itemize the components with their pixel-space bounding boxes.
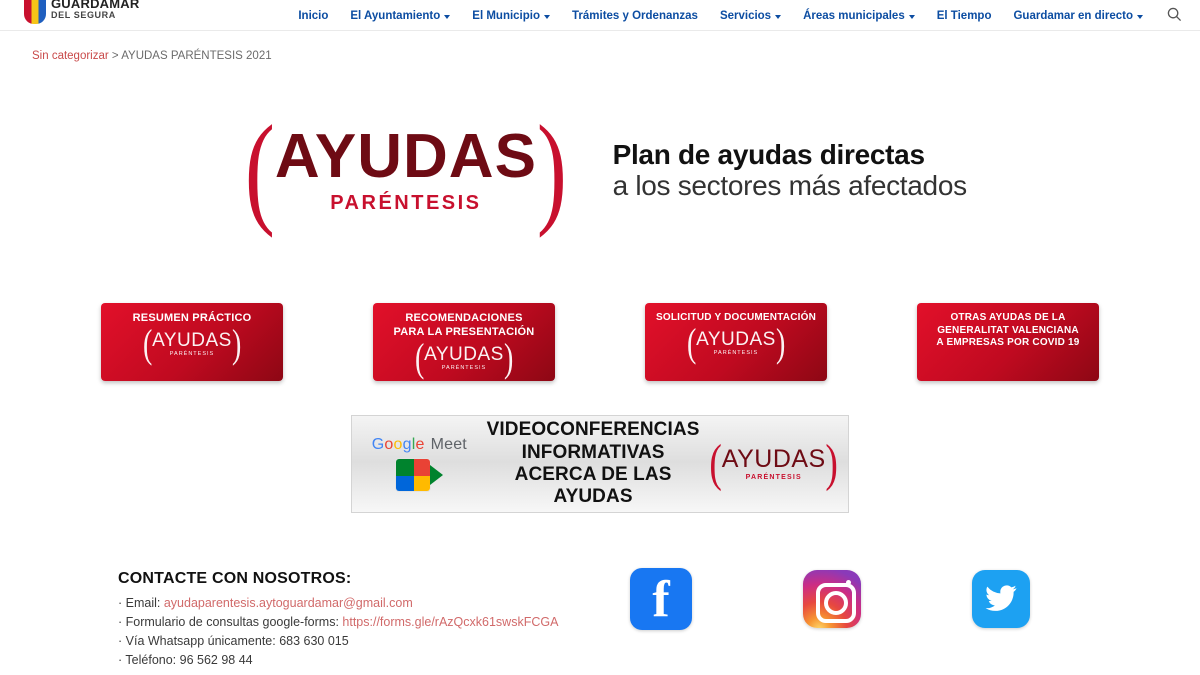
chevron-down-icon xyxy=(1137,15,1143,19)
left-parenthesis-icon: ( xyxy=(414,334,425,380)
nav-item-servicios[interactable] xyxy=(709,0,792,31)
contact-form-label: · Formulario de consultas google-forms: xyxy=(118,615,343,629)
card-resumen-practico[interactable] xyxy=(101,303,283,381)
left-parenthesis-icon: ( xyxy=(709,434,723,492)
nav-item-areas-municipales[interactable] xyxy=(792,0,926,31)
nav-item-el-ayuntamiento[interactable] xyxy=(339,0,461,31)
site-header xyxy=(0,0,1200,31)
main-navigation xyxy=(287,0,1154,31)
card-title-line-1: RECOMENDACIONES xyxy=(405,312,523,324)
contact-form-link[interactable]: https://forms.gle/rAzQcxk61swskFCGA xyxy=(342,615,559,629)
chevron-down-icon xyxy=(909,15,915,19)
logo-line-1: GUARDAMAR xyxy=(51,0,140,12)
nav-label: Trámites y Ordenanzas xyxy=(572,9,698,22)
nav-item-inicio[interactable] xyxy=(287,0,339,31)
banner-mark-sub: PARÉNTESIS xyxy=(745,473,802,481)
nav-label: El Ayuntamiento xyxy=(350,9,441,22)
hero-tagline xyxy=(613,139,967,202)
card-brand-mark xyxy=(685,319,787,365)
card-title-line-3: A EMPRESAS POR COVID 19 xyxy=(936,337,1080,348)
contact-whatsapp: · Vía Whatsapp únicamente: 683 630 015 xyxy=(118,634,349,648)
card-mark-sub: PARÉNTESIS xyxy=(713,349,759,356)
meet-word: Meet xyxy=(430,436,467,453)
contact-section xyxy=(118,570,638,672)
banner-mark-word: AYUDAS xyxy=(721,444,826,473)
left-parenthesis-icon: ( xyxy=(142,320,153,366)
card-brand-mark xyxy=(413,334,515,380)
chevron-down-icon xyxy=(444,15,450,19)
contact-heading: CONTACTE CON NOSOTROS: xyxy=(118,570,352,587)
banner-headline xyxy=(487,419,700,509)
card-recomendaciones-presentacion[interactable] xyxy=(373,303,555,381)
hero-banner xyxy=(0,101,1200,239)
nav-item-tramites-y-ordenanzas[interactable] xyxy=(561,0,709,31)
card-mark-sub: PARÉNTESIS xyxy=(441,364,487,371)
google-meet-banner[interactable] xyxy=(351,415,849,513)
contact-email-link[interactable]: ayudaparentesis.aytoguardamar@gmail.com xyxy=(163,596,413,610)
breadcrumb xyxy=(32,50,272,62)
nav-label: Guardamar en directo xyxy=(1013,9,1133,22)
nav-label: El Tiempo xyxy=(936,9,992,22)
card-title-line-2: PARA LA PRESENTACIÓN xyxy=(393,325,535,338)
action-cards xyxy=(0,303,1200,381)
hero-tagline-line-1: Plan de ayudas directas xyxy=(612,138,925,170)
card-brand-mark xyxy=(141,320,243,366)
banner-brand-mark xyxy=(699,434,848,492)
instagram-icon[interactable] xyxy=(803,570,861,628)
left-parenthesis-icon: ( xyxy=(686,319,697,365)
card-title-line-2: GENERALITAT VALENCIANA xyxy=(937,324,1079,336)
banner-line-1: VIDEOCONFERENCIAS xyxy=(486,419,700,441)
chevron-down-icon xyxy=(775,15,781,19)
logo-text xyxy=(51,0,139,21)
hero-tagline-line-2: a los sectores más afectados xyxy=(612,170,967,201)
card-mark-word: AYUDAS xyxy=(696,328,776,350)
nav-label: El Municipio xyxy=(472,9,541,22)
contact-phone: · Teléfono: 96 562 98 44 xyxy=(118,653,253,667)
right-parenthesis-icon: ) xyxy=(503,334,514,380)
chevron-down-icon xyxy=(544,15,550,19)
right-parenthesis-icon: ) xyxy=(825,434,838,492)
card-title: SOLICITUD Y DOCUMENTACIÓN xyxy=(655,312,816,323)
twitter-icon[interactable] xyxy=(972,570,1030,628)
right-parenthesis-icon: ) xyxy=(536,101,567,239)
card-title-line-1: OTRAS AYUDAS DE LA xyxy=(950,312,1066,323)
nav-item-el-tiempo[interactable] xyxy=(926,0,1003,31)
logo-line-2: DEL SEGURA xyxy=(51,10,116,21)
hero-brand-sub: PARÉNTESIS xyxy=(330,191,482,214)
nav-label: Servicios xyxy=(719,9,772,22)
right-parenthesis-icon: ) xyxy=(231,320,242,366)
banner-line-3: ACERCA DE LAS AYUDAS xyxy=(514,464,672,508)
facebook-icon[interactable] xyxy=(630,568,692,630)
google-meet-branding xyxy=(352,436,487,492)
search-icon[interactable] xyxy=(1167,7,1182,22)
google-meet-wordmark: Google Meet xyxy=(371,436,467,453)
breadcrumb-separator: > xyxy=(108,50,122,62)
site-logo[interactable] xyxy=(24,0,139,24)
banner-line-2: INFORMATIVAS xyxy=(521,441,665,463)
nav-label: Áreas municipales xyxy=(803,9,905,22)
social-links xyxy=(630,568,1070,630)
contact-form-row xyxy=(118,615,638,629)
contact-email-label: · Email: xyxy=(118,596,164,610)
breadcrumb-parent-link[interactable]: Sin categorizar xyxy=(32,50,109,62)
hero-brand-word: AYUDAS xyxy=(274,121,537,191)
card-mark-word: AYUDAS xyxy=(424,343,504,365)
instagram-dot xyxy=(846,580,851,585)
left-parenthesis-icon: ( xyxy=(245,101,275,239)
card-otras-ayudas-generalitat[interactable] xyxy=(917,303,1099,381)
card-mark-word: AYUDAS xyxy=(152,329,232,351)
card-title: RESUMEN PRÁCTICO xyxy=(132,312,252,324)
nav-label: Inicio xyxy=(298,9,329,22)
nav-item-guardamar-en-directo[interactable] xyxy=(1002,0,1154,31)
nav-item-el-municipio[interactable] xyxy=(461,0,561,31)
card-mark-sub: PARÉNTESIS xyxy=(169,350,215,357)
right-parenthesis-icon: ) xyxy=(775,319,786,365)
google-meet-icon xyxy=(395,458,443,492)
contact-email-row xyxy=(118,596,638,610)
card-solicitud-documentacion[interactable] xyxy=(645,303,827,381)
ayudas-parentesis-logo xyxy=(233,101,578,239)
shield-crest-icon xyxy=(24,0,46,24)
breadcrumb-current: AYUDAS PARÉNTESIS 2021 xyxy=(121,50,272,62)
